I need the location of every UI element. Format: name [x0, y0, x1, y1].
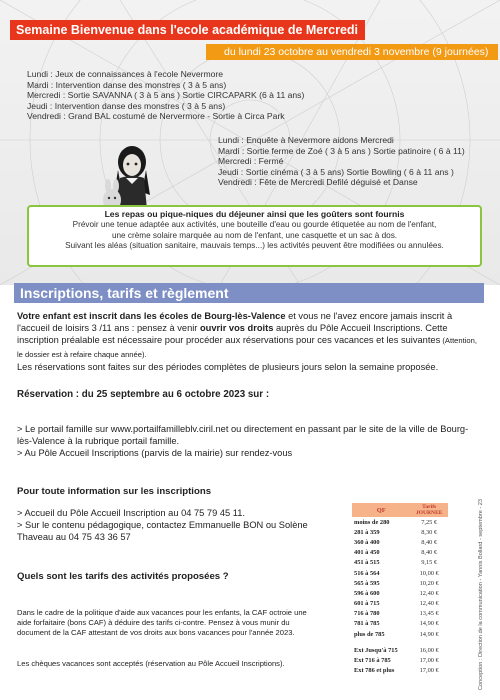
tarif-table-header — [352, 503, 448, 517]
intro-text: Les réservations sont faites sur des périodes complètes de plusieurs jours selon la semaine proposée. — [17, 361, 439, 372]
tarif-row — [352, 609, 448, 619]
qf-range: Ext 716 à 785 — [354, 657, 391, 665]
info-box-title: Les repas ou pique-niques du déjeuner ainsi que les goûters sont fournis — [104, 209, 405, 219]
qf-range: 401 à 450 — [354, 549, 380, 557]
week1-schedule — [27, 69, 304, 122]
tarif-row — [352, 558, 448, 568]
tarif-value: 12,40 € — [419, 589, 439, 597]
week2-day: Jeudi : Sortie cinéma ( 3 à 5 ans) Sortie Bowling ( 6 à 11 ans ) — [218, 166, 454, 177]
reservation-title: Réservation : du 25 septembre au 6 octobre 2023 sur : — [17, 389, 270, 400]
qf-range: Ext Jusqu'à 715 — [354, 646, 398, 654]
qf-range: plus de 785 — [354, 630, 385, 638]
credit-line: Conception : Direction de la communication - Yannis Bollard - septembre - 23 — [478, 498, 484, 690]
reservation-item: > Au Pôle Accueil Inscriptions (parvis de la mairie) sur rendez-vous — [17, 448, 293, 459]
tarif-value: 8,30 € — [421, 528, 438, 536]
cheques-paragraph: Les chèques vacances sont acceptés (réservation au Pôle Accueil Inscriptions). — [17, 659, 285, 668]
intro-bold: ouvrir vos droits — [200, 323, 274, 334]
qf-range: 596 à 600 — [354, 589, 380, 597]
tarif-table — [352, 503, 448, 676]
practical-info-box — [27, 205, 482, 267]
tarif-row — [352, 568, 448, 578]
qf-range: 601 à 715 — [354, 600, 380, 608]
tarif-header-line: Tarifs — [422, 504, 437, 510]
tarif-value: 10,20 € — [419, 579, 439, 587]
tarif-row — [352, 666, 448, 676]
tarif-value: 12,40 € — [419, 600, 439, 608]
info-box-line: une crème solaire marquée au nom de l'enfant, une casquette et un sac à dos. — [111, 230, 398, 240]
qf-range: Ext 786 et plus — [354, 667, 395, 675]
week2-day: Mercredi : Fermé — [218, 156, 284, 167]
intro-text: et vous ne l'avez encore jamais inscrit à l'accueil de loisirs 3 /11 ans : pensez à venir — [17, 311, 453, 334]
tarif-row — [352, 645, 448, 655]
intro-paragraph — [17, 310, 482, 373]
tarif-value: 16,00 € — [419, 646, 439, 654]
contact-list — [17, 507, 317, 544]
intro-bold: Votre enfant est inscrit dans les écoles de Bourg-lès-Valence — [17, 311, 286, 321]
contact-item: > Accueil du Pôle Accueil Inscription au 04 75 79 45 11. — [17, 508, 246, 518]
contact-item: > Sur le contenu pédagogique, contactez Emmanuelle BON ou Solène Thaveau au 04 75 43 36 57 — [17, 520, 308, 543]
tarif-row — [352, 527, 448, 537]
contact-title: Pour toute information sur les inscriptions — [17, 486, 212, 497]
tarif-value: 8,40 € — [421, 549, 438, 557]
tarif-value: 9,15 € — [421, 559, 438, 567]
qf-range: 451 à 515 — [354, 559, 380, 567]
qf-range: 360 à 400 — [354, 538, 380, 546]
tarif-row — [352, 548, 448, 558]
reservation-item: > Le portail famille sur www.portailfamilleblv.ciril.net ou directement en passant par le site de la ville de Bourg-lès-Valence à la rubrique portail famille. — [17, 424, 469, 447]
qf-range: 281 à 359 — [354, 528, 380, 536]
tarif-row — [352, 629, 448, 639]
week1-day: Mercredi : Sortie SAVANNA ( 3 à 5 ans ) Sortie CIRCAPARK (6 à 11 ans) — [27, 90, 305, 101]
week2-day: Lundi : Enquête à Nevermore aidons Mercredi — [218, 135, 394, 145]
qf-range: 716 à 780 — [354, 610, 380, 618]
intro-note: (Attention, le dossier est à refaire chaque année). — [17, 336, 477, 359]
tarif-value: 7,25 € — [421, 518, 438, 526]
tarif-value: 13,45 € — [419, 610, 439, 618]
reservation-list — [17, 423, 482, 460]
tarif-value: 17,00 € — [419, 667, 439, 675]
week2-day: Vendredi : Fête de Mercredi Defilé déguisé et Danse — [218, 177, 418, 188]
qf-range: moins de 280 — [354, 518, 390, 526]
tarifs-question: Quels sont les tarifs des activités proposées ? — [17, 571, 229, 582]
tarif-row — [352, 599, 448, 609]
tarif-value: 17,00 € — [419, 657, 439, 665]
tarif-row — [352, 588, 448, 598]
qf-range: 516 à 564 — [354, 569, 380, 577]
week1-day: Mardi : Intervention danse des monstres ( 3 à 5 ans) — [27, 79, 227, 90]
page-title: Semaine Bienvenue dans l'ecole académique de Mercredi — [10, 20, 365, 40]
qf-range: 781 à 785 — [354, 620, 380, 628]
tarif-row — [352, 655, 448, 665]
week1-day: Lundi : Jeux de connaissances à l'ecole Nevermore — [27, 69, 224, 79]
tarif-row — [352, 517, 448, 527]
date-range-banner: du lundi 23 octobre au vendredi 3 novembre (9 journées) — [206, 44, 498, 60]
tarif-header — [410, 503, 448, 517]
tarif-row — [352, 619, 448, 629]
week2-schedule — [218, 135, 465, 188]
qf-range: 565 à 595 — [354, 579, 380, 587]
intro-text: auprès du Pôle Accueil Inscriptions. Cette inscription préalable est nécessaire pour procéder aux réservations pour ces vacances et les suivantes — [17, 323, 448, 346]
tarif-value: 10,00 € — [419, 569, 439, 577]
info-box-line: Prévoir une tenue adaptée aux activités, une bouteille d'eau ou gourde étiquetée au nom de l'enfant, — [72, 219, 437, 229]
tarif-value: 14,90 € — [419, 620, 439, 628]
week1-day: Jeudi : Intervention danse des monstres ( 3 à 5 ans) — [27, 100, 226, 111]
section-title: Inscriptions, tarifs et règlement — [14, 283, 484, 303]
week1-day: Vendredi : Grand BAL costumé de Nervermore - Sortie à Circa Park — [27, 111, 285, 122]
tarif-row — [352, 537, 448, 547]
tarif-row — [352, 578, 448, 588]
week2-day: Mardi : Sortie ferme de Zoé ( 3 à 5 ans ) Sortie patinoire ( 6 à 11) — [218, 145, 465, 156]
caf-paragraph: Dans le cadre de la politique d'aide aux vacances pour les enfants, la CAF octroie une aide forfaitaire (bons CAF) à déduire des tarifs ci-contre. Pensez à vous munir du document de la CAF attestant de vos droits aux bons vacances pour l'année 2023. — [17, 608, 307, 637]
tarif-value: 14,90 € — [419, 630, 439, 638]
tarif-header-line: JOURNEE — [415, 510, 443, 516]
tarif-value: 8,40 € — [421, 538, 438, 546]
info-box-line: Suivant les aléas (situation sanitaire, mauvais temps...) les activités peuvent être modifiées ou annulées. — [65, 241, 444, 251]
qf-header: QF — [352, 503, 410, 517]
